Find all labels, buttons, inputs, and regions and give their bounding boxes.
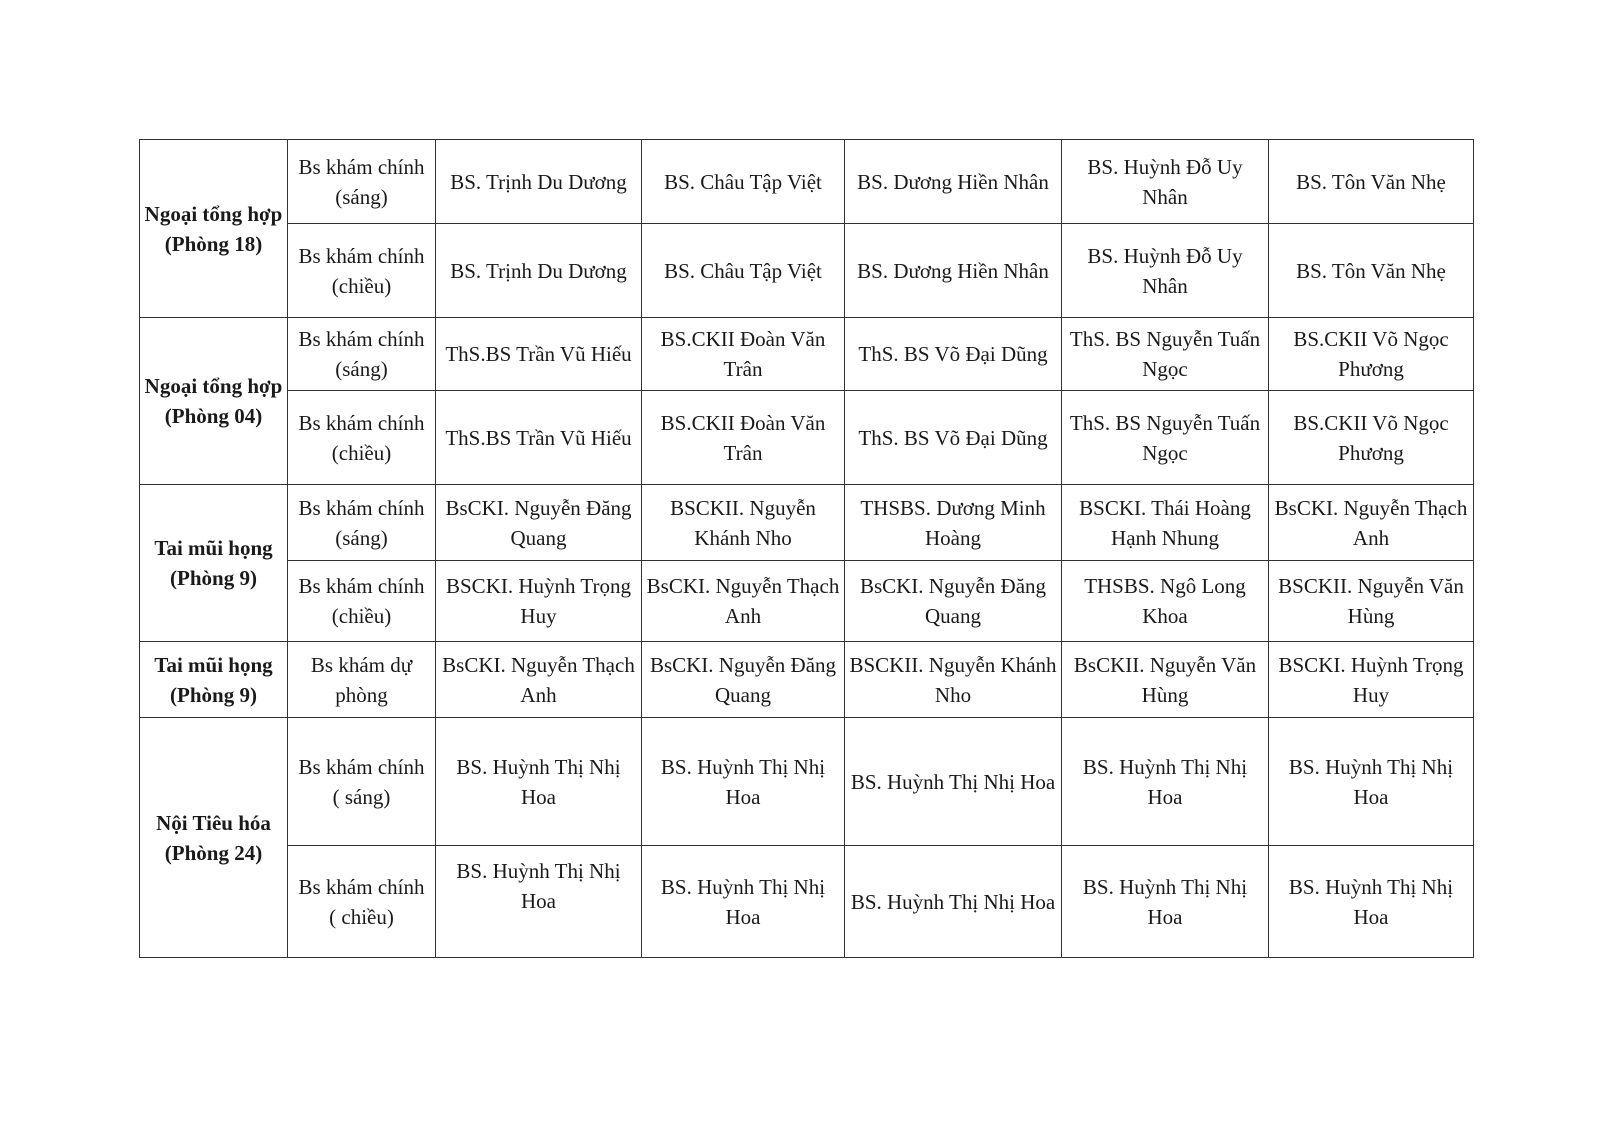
schedule-row <box>140 224 1474 318</box>
doctor-cell: BS. Trịnh Du Dương <box>436 224 642 318</box>
doctor-cell: BS. Huỳnh Thị Nhị Hoa <box>1062 846 1269 958</box>
doctor-cell: BS. Tôn Văn Nhẹ <box>1269 224 1474 318</box>
doctor-cell: BSCKI. Huỳnh Trọng Huy <box>1269 642 1474 718</box>
role-shift: (chiều) <box>331 440 392 465</box>
schedule-body <box>140 140 1474 958</box>
doctor-cell: BS. Huỳnh Thị Nhị Hoa <box>845 718 1062 846</box>
doctor-cell: BsCKI. Nguyễn Thạch Anh <box>642 561 845 642</box>
role-label: Bs khám chính <box>298 874 425 899</box>
schedule-row <box>140 642 1474 718</box>
department-cell <box>140 642 288 718</box>
role-cell <box>288 846 436 958</box>
role-label: Bs khám chính <box>298 243 425 268</box>
role-cell <box>288 318 436 391</box>
role-label: Bs khám chính <box>298 327 425 351</box>
role-shift: ( sáng) <box>332 784 391 809</box>
department-room: (Phòng 04) <box>164 404 263 428</box>
role-cell <box>288 642 436 718</box>
department-room: (Phòng 24) <box>164 840 263 865</box>
doctor-cell: BS. Huỳnh Thị Nhị Hoa <box>642 718 845 846</box>
department-name: Tai mũi họng <box>154 652 273 677</box>
doctor-cell: BSCKII. Nguyễn Khánh Nho <box>845 642 1062 718</box>
role-cell <box>288 224 436 318</box>
schedule-row <box>140 485 1474 561</box>
doctor-cell: ThS. BS Nguyễn Tuấn Ngọc <box>1062 391 1269 485</box>
doctor-cell: THSBS. Ngô Long Khoa <box>1062 561 1269 642</box>
role-cell <box>288 718 436 846</box>
role-cell <box>288 391 436 485</box>
department-cell <box>140 485 288 642</box>
doctor-cell: BS. Huỳnh Thị Nhị Hoa <box>436 846 642 958</box>
doctor-cell: BS. Trịnh Du Dương <box>436 140 642 224</box>
department-name: Tai mũi họng <box>154 536 273 560</box>
schedule-row <box>140 140 1474 224</box>
doctor-cell: BS.CKII Đoàn Văn Trân <box>642 318 845 391</box>
department-room: (Phòng 9) <box>170 682 257 707</box>
role-shift: (sáng) <box>335 184 388 209</box>
doctor-cell: BS. Tôn Văn Nhẹ <box>1269 140 1474 224</box>
doctor-schedule-table <box>139 139 1474 958</box>
doctor-cell: BS. Huỳnh Đỗ Uy Nhân <box>1062 140 1269 224</box>
doctor-cell: BsCKI. Nguyễn Đăng Quang <box>845 561 1062 642</box>
role-label: Bs khám chính <box>298 754 425 779</box>
department-cell <box>140 318 288 485</box>
schedule-row <box>140 561 1474 642</box>
doctor-cell: BS. Dương Hiền Nhân <box>845 224 1062 318</box>
doctor-cell: BSCKII. Nguyễn Khánh Nho <box>642 485 845 561</box>
doctor-cell: BsCKI. Nguyễn Thạch Anh <box>1269 485 1474 561</box>
doctor-cell: BS. Dương Hiền Nhân <box>845 140 1062 224</box>
department-cell <box>140 718 288 958</box>
doctor-cell: BS. Châu Tập Việt <box>642 140 845 224</box>
role-label: Bs khám chính <box>298 154 425 179</box>
role-label: Bs khám chính <box>298 495 425 520</box>
doctor-cell: BS. Châu Tập Việt <box>642 224 845 318</box>
doctor-cell: BsCKI. Nguyễn Đăng Quang <box>642 642 845 718</box>
role-label: Bs khám dự <box>310 652 413 677</box>
doctor-cell: BsCKI. Nguyễn Đăng Quang <box>436 485 642 561</box>
department-name: Nội Tiêu hóa <box>156 810 271 835</box>
doctor-cell: BS. Huỳnh Thị Nhị Hoa <box>1269 846 1474 958</box>
doctor-cell: BsCKI. Nguyễn Thạch Anh <box>436 642 642 718</box>
schedule-row <box>140 846 1474 958</box>
role-label: Bs khám chính <box>298 410 425 435</box>
role-shift: (sáng) <box>335 357 388 381</box>
doctor-cell: BSCKII. Nguyễn Văn Hùng <box>1269 561 1474 642</box>
doctor-cell: BS. Huỳnh Thị Nhị Hoa <box>642 846 845 958</box>
role-shift: (chiều) <box>331 604 392 628</box>
doctor-cell: BS. Huỳnh Thị Nhị Hoa <box>845 846 1062 958</box>
doctor-cell: BS.CKII Võ Ngọc Phương <box>1269 318 1474 391</box>
schedule-row <box>140 318 1474 391</box>
doctor-cell: ThS.BS Trần Vũ Hiếu <box>436 391 642 485</box>
doctor-cell: ThS. BS Võ Đại Dũng <box>845 391 1062 485</box>
role-cell <box>288 485 436 561</box>
doctor-cell: ThS. BS Võ Đại Dũng <box>845 318 1062 391</box>
doctor-cell: ThS.BS Trần Vũ Hiếu <box>436 318 642 391</box>
role-shift: (chiều) <box>331 273 392 298</box>
doctor-cell: ThS. BS Nguyễn Tuấn Ngọc <box>1062 318 1269 391</box>
schedule-row <box>140 391 1474 485</box>
role-shift: (sáng) <box>335 525 388 550</box>
doctor-cell: BS. Huỳnh Thị Nhị Hoa <box>1269 718 1474 846</box>
schedule-row <box>140 718 1474 846</box>
doctor-cell: BSCKI. Thái Hoàng Hạnh Nhung <box>1062 485 1269 561</box>
doctor-cell: THSBS. Dương Minh Hoàng <box>845 485 1062 561</box>
doctor-cell: BS. Huỳnh Thị Nhị Hoa <box>436 718 642 846</box>
role-label: Bs khám chính <box>298 574 425 598</box>
doctor-cell: BS. Huỳnh Đỗ Uy Nhân <box>1062 224 1269 318</box>
role-shift: ( chiều) <box>329 904 394 929</box>
doctor-cell: BS.CKII Đoàn Văn Trân <box>642 391 845 485</box>
role-cell <box>288 561 436 642</box>
department-name: Ngoại tổng hợp <box>144 374 283 398</box>
doctor-cell: BS.CKII Võ Ngọc Phương <box>1269 391 1474 485</box>
doctor-cell: BS. Huỳnh Thị Nhị Hoa <box>1062 718 1269 846</box>
department-room: (Phòng 9) <box>170 566 257 590</box>
role-cell <box>288 140 436 224</box>
department-room: (Phòng 18) <box>164 231 263 256</box>
doctor-cell: BSCKI. Huỳnh Trọng Huy <box>436 561 642 642</box>
doctor-cell: BsCKII. Nguyễn Văn Hùng <box>1062 642 1269 718</box>
role-shift: phòng <box>335 682 388 707</box>
department-name: Ngoại tổng hợp <box>144 201 283 226</box>
department-cell <box>140 140 288 318</box>
